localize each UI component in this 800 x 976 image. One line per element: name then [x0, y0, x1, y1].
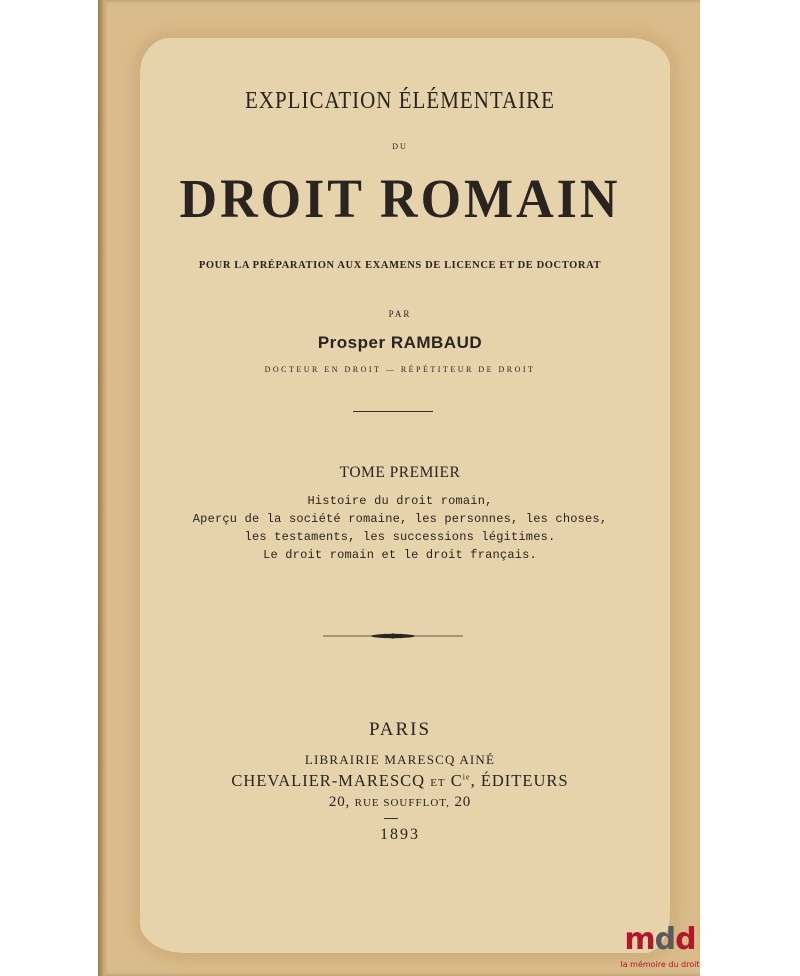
logo-letter: d — [675, 922, 696, 957]
publisher-co: C — [450, 771, 463, 790]
publication-year: 1893 — [380, 826, 420, 843]
volume-label: TOME PREMIER — [339, 464, 461, 481]
contents-line: les testaments, les successions légitimes. — [244, 530, 556, 544]
contents-line: Histoire du droit romain, — [307, 494, 493, 508]
logo-letter: d — [654, 922, 676, 957]
title-line-du: DU — [392, 142, 408, 151]
ornament-divider — [323, 630, 463, 642]
contents-line: Aperçu de la société romaine, les personnes, les choses, — [192, 512, 608, 526]
publisher-co-sup: ie — [462, 772, 471, 782]
main-title: DROIT ROMAIN — [179, 169, 621, 230]
logo-letter: m — [624, 922, 655, 957]
par-label: PAR — [388, 309, 412, 319]
short-rule — [384, 818, 398, 819]
city: PARIS — [368, 719, 432, 740]
address-number: 20 — [454, 794, 472, 810]
publisher-role: , ÉDITEURS — [470, 771, 569, 790]
title-line-explication: EXPLICATION ÉLÉMENTAIRE — [244, 86, 556, 114]
purpose-line: POUR LA PRÉPARATION AUX EXAMENS DE LICENCE ET DE DOCTORAT — [198, 260, 602, 271]
divider-rule — [353, 411, 433, 412]
logo-tagline: la mémoire du droit — [620, 960, 700, 969]
publisher — [0, 771, 800, 791]
publisher-name: CHEVALIER-MARESCQ — [231, 771, 426, 790]
address-number: 20, — [328, 794, 351, 810]
bookseller: LIBRAIRIE MARESCQ AINÉ — [304, 752, 496, 767]
address-street: RUE SOUFFLOT, — [354, 797, 450, 809]
address — [0, 794, 800, 811]
contents-line: Le droit romain et le droit français. — [263, 548, 537, 562]
author-name: Prosper RAMBAUD — [317, 333, 483, 352]
publisher-et: ET — [430, 777, 446, 789]
logo-letters — [622, 923, 698, 957]
mdd-logo — [622, 923, 698, 975]
author-titles: DOCTEUR EN DROIT — RÉPÉTITEUR DE DROIT — [264, 365, 536, 374]
